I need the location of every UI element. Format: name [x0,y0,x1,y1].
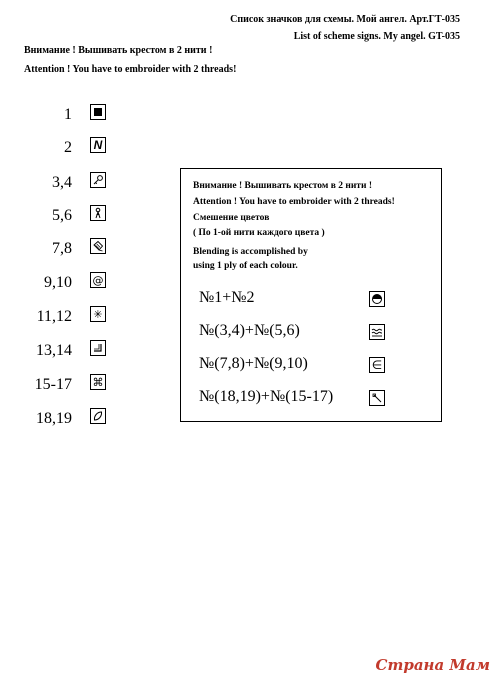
legend-number: 15-17 [34,376,72,393]
blending-note-line2: using 1 ply of each colour. [193,261,298,271]
leaf-icon [90,408,106,424]
legend-row [0,340,140,366]
legend-number: 11,12 [36,308,72,325]
legend-row [0,104,140,130]
letter-n-icon: N [90,137,106,153]
box-warning-en: Attention ! You have to embroider with 2 threads! [193,197,395,207]
blend-formula: №(7,8)+№(9,10) [199,355,308,372]
blend-row [199,388,429,410]
legend-row [0,272,140,298]
legend-row [0,172,140,198]
blending-box [180,168,442,422]
header-title-ru: Список значков для схемы. Мой ангел. Арт.ГТ-035 [230,14,460,25]
mix-title: Смешение цветов [193,213,270,223]
key-icon [90,172,106,188]
legend-row [0,306,140,332]
at-icon: @ [90,272,106,288]
command-icon: ⌘ [90,374,106,390]
legend-row [0,238,140,264]
blend-formula: №1+№2 [199,289,255,306]
box-warning-ru: Внимание ! Вышивать крестом в 2 нити ! [193,181,372,191]
legend-number: 13,14 [36,342,72,359]
figure-icon [90,205,106,221]
blend-row [199,322,429,344]
diagonal-icon [369,390,385,406]
legend-row [0,374,140,400]
half-circle-icon [369,291,385,307]
blend-row [199,355,429,377]
wave-lines-icon [369,324,385,340]
warning-ru: Внимание ! Вышивать крестом в 2 нити ! [24,45,213,56]
blend-formula: №(3,4)+№(5,6) [199,322,300,339]
corner-icon [90,340,106,356]
legend-number: 3,4 [52,174,72,191]
legend-number: 1 [64,106,72,123]
legend-number: 2 [64,139,72,156]
legend-number: 7,8 [52,240,72,257]
blend-row [199,289,429,311]
watermark: Страна Мам [375,656,490,674]
legend-number: 18,19 [36,410,72,427]
legend-row [0,137,140,163]
blending-note-line1: Blending is accomplished by [193,247,308,257]
warning-en: Attention ! You have to embroider with 2 threads! [24,64,237,75]
mix-subtitle: ( По 1-ой нити каждого цвета ) [193,228,325,238]
legend-number: 9,10 [44,274,72,291]
header-title-en: List of scheme signs. My angel. GT-035 [293,31,460,42]
legend-row [0,408,140,434]
filled-square-icon [90,104,106,120]
legend-row [0,205,140,231]
legend-number: 5,6 [52,207,72,224]
blend-formula: №(18,19)+№(15-17) [199,388,334,405]
pencil-icon [90,238,106,254]
element-of-icon: ∈ [369,357,385,373]
asterisk-icon: ✳ [90,306,106,322]
